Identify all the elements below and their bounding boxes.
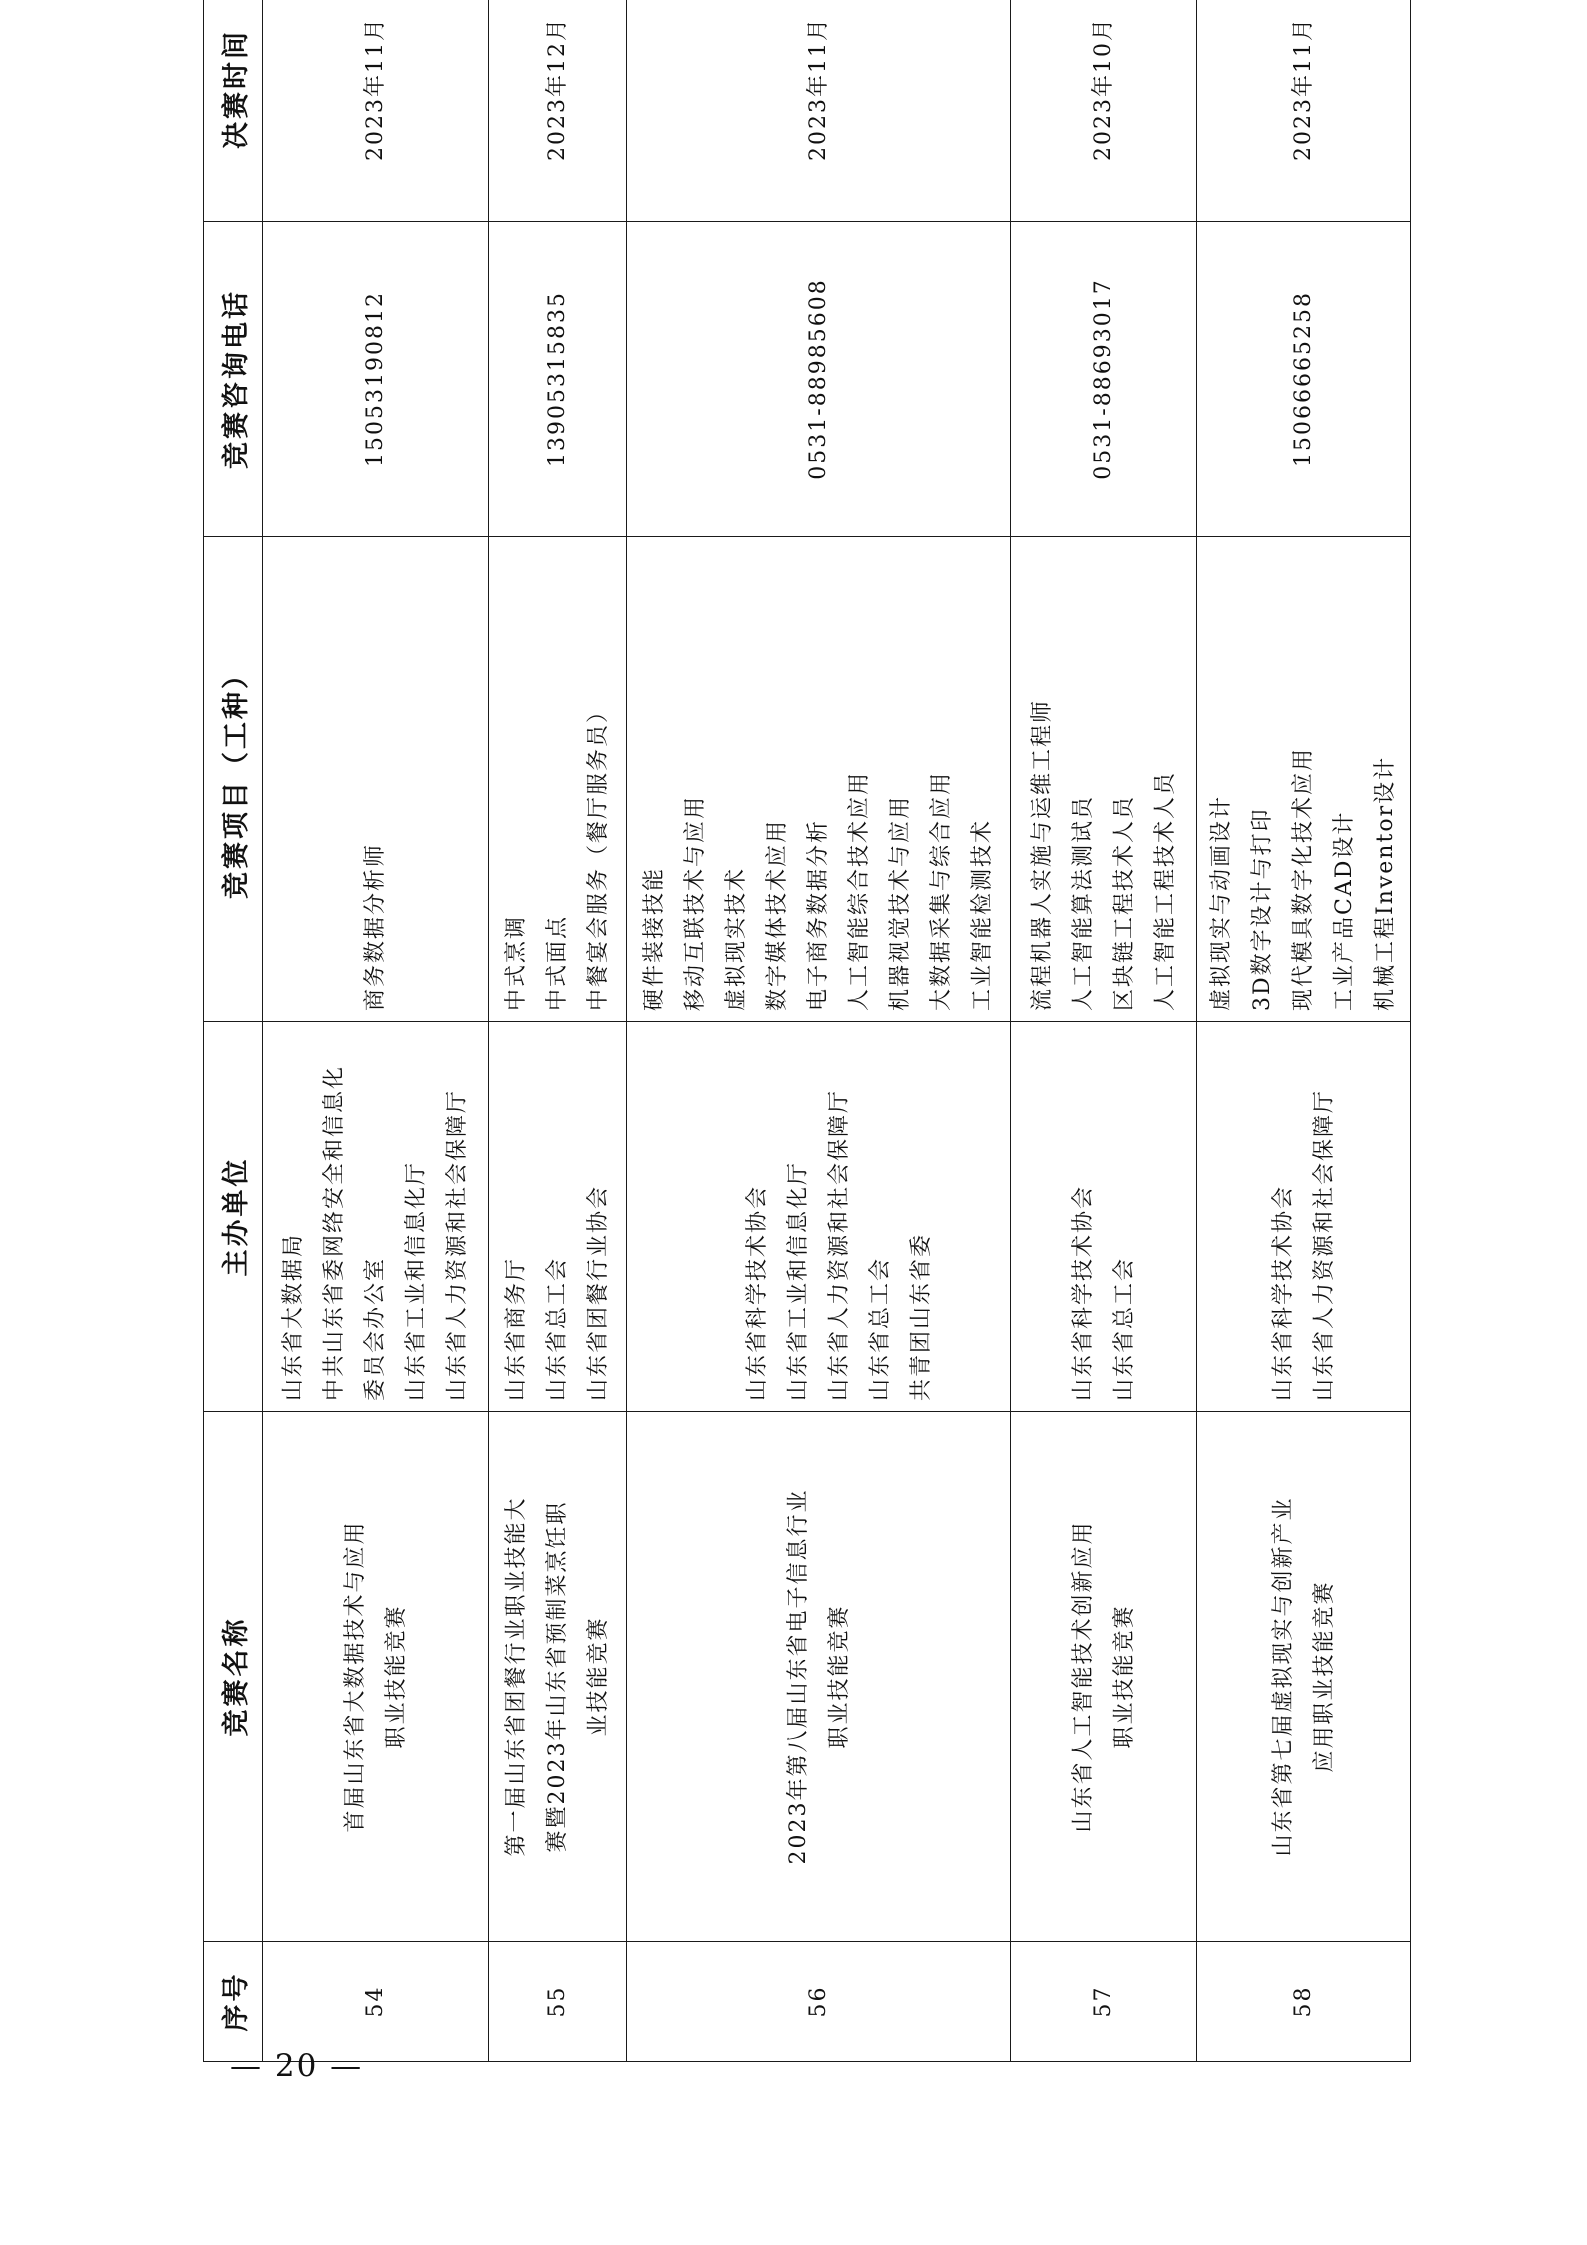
project-line: 中餐宴会服务（餐厅服务员） xyxy=(586,698,611,1011)
header-organizers: 主办单位 xyxy=(204,1022,263,1412)
row-number: 57 xyxy=(1011,1942,1197,2062)
project-line: 人工智能综合技术应用 xyxy=(847,770,872,1011)
organizer-line: 山东省科学技术协会 xyxy=(1270,1184,1296,1401)
table-row xyxy=(627,0,1011,2062)
organizers xyxy=(1011,1022,1197,1412)
phone: 15066665258 xyxy=(1197,222,1411,537)
project-line: 虚拟现实技术 xyxy=(724,866,749,1011)
competition-table xyxy=(203,0,1411,2062)
header-time: 决赛时间 xyxy=(204,0,263,222)
organizer-line: 山东省人力资源和社会保障厅 xyxy=(445,1088,470,1401)
project-line: 商务数据分析师 xyxy=(363,842,388,1011)
project-line: 现代模具数字化技术应用 xyxy=(1291,746,1316,1011)
organizer-line: 山东省商务厅 xyxy=(504,1256,529,1401)
project-line: 工业产品CAD设计 xyxy=(1332,810,1357,1011)
organizer-line: 山东省总工会 xyxy=(545,1256,570,1401)
page-number: — 20 — xyxy=(230,2048,364,2084)
project-line: 人工智能算法测试员 xyxy=(1070,794,1096,1011)
organizer-line: 山东省人力资源和社会保障厅 xyxy=(826,1088,852,1401)
organizers xyxy=(627,1022,1011,1412)
projects xyxy=(1011,537,1197,1022)
name-line: 应用职业技能竞赛 xyxy=(1311,1580,1337,1773)
project-line: 移动互联技术与应用 xyxy=(683,794,708,1011)
project-line: 人工智能工程技术人员 xyxy=(1152,770,1178,1011)
header-projects: 竞赛项目（工种） xyxy=(204,537,263,1022)
header-name: 竞赛名称 xyxy=(204,1412,263,1942)
final-time: 2023年10月 xyxy=(1011,0,1197,222)
phone: 0531-88693017 xyxy=(1011,222,1197,537)
name-line: 职业技能竞赛 xyxy=(826,1604,852,1749)
competition-name xyxy=(263,1412,489,1942)
projects xyxy=(1197,537,1411,1022)
projects xyxy=(263,537,489,1022)
row-number: 58 xyxy=(1197,1942,1411,2062)
table-row xyxy=(1011,0,1197,2062)
table-header-row xyxy=(204,0,263,2062)
projects xyxy=(627,537,1011,1022)
name-line: 职业技能竞赛 xyxy=(1111,1604,1137,1749)
organizer-line: 山东省人力资源和社会保障厅 xyxy=(1311,1088,1337,1401)
phone: 0531-88985608 xyxy=(627,222,1011,537)
header-no: 序号 xyxy=(204,1942,263,2062)
project-line: 大数据采集与综合应用 xyxy=(929,770,954,1011)
name-line: 职业技能竞赛 xyxy=(383,1604,409,1749)
project-line: 工业智能检测技术 xyxy=(970,818,995,1011)
name-line: 2023年第八届山东省电子信息行业 xyxy=(785,1488,811,1865)
project-line: 中式面点 xyxy=(545,914,570,1011)
final-time: 2023年11月 xyxy=(1197,0,1411,222)
organizer-line: 中共山东省委网络安全和信息化 xyxy=(322,1064,347,1401)
organizer-line: 山东省大数据局 xyxy=(281,1232,306,1401)
header-phone: 竞赛咨询电话 xyxy=(204,222,263,537)
organizer-line: 山东省工业和信息化厅 xyxy=(785,1160,811,1401)
projects xyxy=(489,537,627,1022)
phone: 15053190812 xyxy=(263,222,489,537)
project-line: 电子商务数据分析 xyxy=(806,818,831,1011)
name-line: 赛暨2023年山东省预制菜烹饪职 xyxy=(545,1500,570,1853)
final-time: 2023年12月 xyxy=(489,0,627,222)
organizer-line: 山东省团餐行业协会 xyxy=(586,1184,611,1401)
organizer-line: 山东省总工会 xyxy=(867,1256,893,1401)
project-line: 机械工程Inventor设计 xyxy=(1373,755,1398,1011)
project-line: 中式烹调 xyxy=(504,914,529,1011)
table-row xyxy=(489,0,627,2062)
competition-name xyxy=(1197,1412,1411,1942)
competition-name xyxy=(1011,1412,1197,1942)
rotated-table-container xyxy=(203,0,1398,2062)
competition-name xyxy=(489,1412,627,1942)
name-line: 山东省第七届虚拟现实与创新产业 xyxy=(1270,1496,1296,1857)
row-number: 55 xyxy=(489,1942,627,2062)
organizer-line: 共青团山东省委 xyxy=(908,1232,934,1401)
name-line: 首届山东省大数据技术与应用 xyxy=(342,1520,368,1833)
project-line: 数字媒体技术应用 xyxy=(765,818,790,1011)
name-line: 山东省人工智能技术创新应用 xyxy=(1070,1520,1096,1833)
project-line: 区块链工程技术人员 xyxy=(1111,794,1137,1011)
competition-name xyxy=(627,1412,1011,1942)
final-time: 2023年11月 xyxy=(627,0,1011,222)
project-line: 硬件装接技能 xyxy=(642,866,667,1011)
row-number: 54 xyxy=(263,1942,489,2062)
organizer-line: 山东省科学技术协会 xyxy=(744,1184,770,1401)
name-line: 第一届山东省团餐行业职业技能大 xyxy=(504,1496,529,1857)
project-line: 虚拟现实与动画设计 xyxy=(1209,794,1234,1011)
spacer xyxy=(696,1032,737,1401)
organizer-line: 委员会办公室 xyxy=(363,1256,388,1401)
table-row xyxy=(263,0,489,2062)
organizers xyxy=(1197,1022,1411,1412)
table-row xyxy=(1197,0,1411,2062)
organizer-line: 山东省科学技术协会 xyxy=(1070,1184,1096,1401)
organizers xyxy=(489,1022,627,1412)
name-line: 业技能竞赛 xyxy=(586,1616,611,1737)
final-time: 2023年11月 xyxy=(263,0,489,222)
organizer-line: 山东省工业和信息化厅 xyxy=(404,1160,429,1401)
organizer-line: 山东省总工会 xyxy=(1111,1256,1137,1401)
project-line: 机器视觉技术与应用 xyxy=(888,794,913,1011)
organizers xyxy=(263,1022,489,1412)
project-line: 3D数字设计与打印 xyxy=(1250,807,1275,1011)
project-line: 流程机器人实施与运维工程师 xyxy=(1029,698,1055,1011)
phone: 13905315835 xyxy=(489,222,627,537)
row-number: 56 xyxy=(627,1942,1011,2062)
